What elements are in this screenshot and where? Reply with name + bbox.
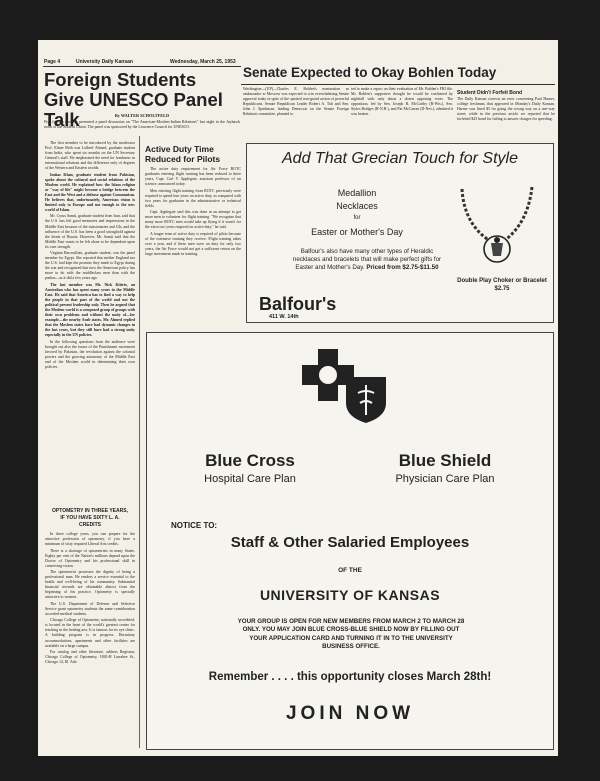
optometry-paragraph: The optometrist possesses the dignity of being a professional man. He renders a service essential to the health and well-being of his community. Substantial financial rewards are obtainable almost from the beginning of his practice. Optometry is specially attractive to women. bbox=[45, 570, 135, 600]
balfour-ad bbox=[246, 143, 554, 323]
join-now-cta: JOIN NOW bbox=[285, 703, 415, 724]
newspaper-page bbox=[38, 40, 558, 756]
blue-cross-shield-logo bbox=[302, 347, 392, 425]
active-duty-paragraph: Capt. Applegate said this was done in an attempt to get more men to volunteer for flight training. "We recognize that many more ROTC men would take up flying if it wasn't for the extra two years required on active duty," he said. bbox=[145, 210, 241, 230]
balfour-line1: Medallion bbox=[337, 188, 377, 198]
deadline-reminder: Remember . . . . this opportunity closes March 28th! bbox=[208, 671, 492, 683]
bond-headline: Student Didn't Forfeit Bond bbox=[457, 90, 523, 96]
page-number: Page 4 bbox=[44, 59, 61, 65]
optometry-paragraph: The U.S. Department of Defense and Selective Service grant optometry students the same consideration accorded medical students. bbox=[45, 601, 135, 616]
balfour-brand: Balfour's bbox=[259, 294, 337, 314]
balfour-line4: Easter or Mother's Day bbox=[311, 227, 403, 237]
masthead-rule bbox=[43, 66, 241, 67]
balfour-address: 411 W. 14th bbox=[269, 314, 299, 320]
notice-label: NOTICE TO: bbox=[171, 521, 218, 530]
column-divider bbox=[139, 136, 140, 748]
optometry-headline: OPTOMETRY IN THREE YEARS, IF YOU HAVE SIXTY L. A. CREDITS bbox=[52, 508, 128, 528]
unesco-byline: By WALTER SCHOLTFELD bbox=[114, 113, 170, 118]
balfour-line2: Necklaces bbox=[336, 201, 378, 211]
balfour-caption: Double Play Choker or Bracelet $2.75 bbox=[457, 278, 547, 292]
blue-cross-ad bbox=[146, 332, 554, 750]
unesco-headline: Foreign Students Give UNESCO Panel Talk bbox=[44, 69, 223, 130]
senate-col1: Washington—(UP)—Charles E. Bohlen's nomination as ambassador to Moscow was expected to win overwhelming Senate approval today in spite of the spirited rear-guard action of powerful Republicans. Senate Republican Leader Robert A. Taft and Sen. John J. Sparkman, leading Democrat on the Senate Foreign Relations committee, planned to bbox=[243, 87, 349, 117]
optometry-paragraph: For catalog and other literature, address Registrar, Chicago College of Optometry, 1845-H Larrabee St., Chicago 14, Ill. Adv. bbox=[45, 649, 135, 665]
senate-headline: Senate Expected to Okay Bohlen Today bbox=[243, 65, 497, 80]
notice-headline: Staff & Other Salaried Employees bbox=[230, 534, 470, 551]
active-duty-paragraph: Men entering flight training from ROTC previously were required to spend four years on active duty, as compared with two years for graduates in the administrative or technical fields. bbox=[145, 188, 241, 208]
balfour-price: Priced from $2.75-$11.50 bbox=[366, 264, 439, 271]
unesco-paragraph: The last member was Mr. Nick Kittrie, an Australian who has spent many years in the Middle East. He said that America has to find a way to help the people in that part of the world and not the political present leadership only. Then he argued that the Moslem world is a composed group of groups with their own problems and without the unity of—for example—the nearby Arab states. Mr. Ahmed replied that the Moslem states have had dynamic changes in the last years, but they still have had a strong unity especially in the UN policies. bbox=[45, 282, 135, 338]
optometry-body bbox=[45, 532, 135, 744]
blue-shield-title: Blue Shield bbox=[398, 451, 492, 470]
active-duty-headline: Active Duty Time Reduced for Pilots bbox=[145, 144, 221, 164]
balfour-headline: Add That Grecian Touch for Style bbox=[282, 150, 518, 167]
unesco-paragraph: Virginia Barcoullian, graduate student, was the panel member for Egypt. She reported that neither England nor the U.S. had kept the promise they made to Egypt during the war and recognized that now the American policy has more to do with the middleclass men than with the pashas—as it did a few years ago. bbox=[45, 251, 135, 281]
active-duty-paragraph: The active duty requirement for Air Force ROTC graduates entering flight training has been reduced to three years, Capt. Carl V. Applegate, assistant professor of air science, announced today. bbox=[145, 167, 241, 187]
optometry-paragraph: There is a shortage of optometrists in many States. Eighty per cent of the Nation's millions depend upon the Doctor of Optometry and his professional skill in conserving vision. bbox=[45, 548, 135, 568]
issue-date: Wednesday, March 25, 1953 bbox=[170, 59, 236, 65]
unesco-body bbox=[45, 141, 135, 508]
balfour-body bbox=[287, 248, 447, 272]
enrollment-notice: YOUR GROUP IS OPEN FOR NEW MEMBERS FROM MARCH 2 TO MARCH 28 ONLY. YOU MAY JOIN BLUE CROSS-BLUE SHIELD NOW BY FILLING OUT YOUR APPLICATION CARD AND TURNING IT IN TO THE UNIVERSITY BUSINESS OFFICE. bbox=[237, 618, 465, 651]
paper-name: University Daily Kansan bbox=[76, 59, 133, 65]
blue-cross-subtitle: Hospital Care Plan bbox=[204, 473, 296, 485]
senate-rule bbox=[241, 84, 555, 85]
balfour-line3: for bbox=[353, 215, 361, 221]
blue-shield-subtitle: Physician Care Plan bbox=[395, 473, 495, 485]
necklace-illustration bbox=[452, 179, 542, 274]
unesco-paragraph: In the following questions from the audience were brought out also the issues of the Punishment movement favored by Pakistan, the revolution against the colonial powers and the growing autonomy of the Middle East and of the Moslem world in determining their own policies. bbox=[45, 339, 135, 369]
of-the-label: OF THE bbox=[338, 567, 362, 574]
unesco-paragraph: The first member to be introduced by the moderator Prof. Elmer Beth was Lalbeel Ahmed, graduate student from India, who spent six months on the UN Secretary General's staff. He emphasized the need for frankness in international relations and the difference only of degrees of the Western and Eastern worlds. bbox=[45, 141, 135, 171]
active-duty-body bbox=[145, 167, 241, 329]
optometry-paragraph: Chicago College of Optometry, nationally accredited, is located in the heart of the world's greatest center for teaching in the healing arts. It is famous for its eye clinic. A building program is in progress. Dormitory accommodations, apartments and other facilities are available on a large campus. bbox=[45, 618, 135, 648]
balfour-body-text: Balfour's also have many other types of Heraldic necklaces and bracelets that will make perfect gifts for Easter and Mother's Day. bbox=[292, 248, 442, 271]
optometry-paragraph: In three college years, you can prepare for the attractive profession of optometry, if you have a minimum of sixty required Liberal Arts credits. bbox=[45, 532, 135, 547]
bond-body: The Daily Kansan corrects an error concerning Paul Harner, college freshman, that appeared in Monday's Daily Kansan. Harner was fined $5 for going the wrong way on a one-way street, while in the previous article we reported that he forfeited $25 bond for failing to answer charges for speeding. bbox=[457, 97, 555, 122]
active-duty-paragraph: A longer term of active duty is required of pilots because of the extensive training they receive. Flight training takes over a year, and if these men were on duty for only two years, the Air Force would not get a sufficient return on the large investment made in training. bbox=[145, 231, 241, 256]
unesco-paragraph: Imtiaz Khan, graduate student from Pakistan, spoke about the cultural and social relations of the Moslem world. He explained how the Islam religion or "way of life" might become a bridge between the East and the West and a defense against Communism. He believes that, unfortunately, American vision is limited only to Europe and not enough to the new world of Islam. bbox=[45, 172, 135, 212]
unesco-paragraph: Mr. Cyrus Samii, graduate student from Iran, said that the U.S. has left good memories and impressions in the Middle East because of the missionaries and GIs, and the influence of the U.S. has been a good stronghold against the threat of Russia. However, Mr. Samii said that the Middle East wants to be left alone to be dependent upon its own strength. bbox=[45, 214, 135, 249]
senate-col2: ted to make a report on their evaluation of Mr. Bohlen's FBI file. Mr. Bohlen's supporters thought he would be confirmed by nightfall with only about a dozen opposing votes. The opposition, led by Sen. Joseph R. McCarthy (R-Wis.), Sen. Styles Bridges (R-N.H.), and Pat McCarran (D-Nev.), admitted it was beaten. bbox=[351, 87, 453, 117]
unesco-lead: Five foreign students presented a panel discussion on "The American-Moslem-Indian Relations" last night in the Jayhawk room of the Student Union. The panel was sponsored by the Lawrence Council for UNESCO. bbox=[44, 120, 240, 130]
university-name: UNIVERSITY OF KANSAS bbox=[259, 587, 441, 603]
blue-cross-title: Blue Cross bbox=[205, 451, 295, 470]
